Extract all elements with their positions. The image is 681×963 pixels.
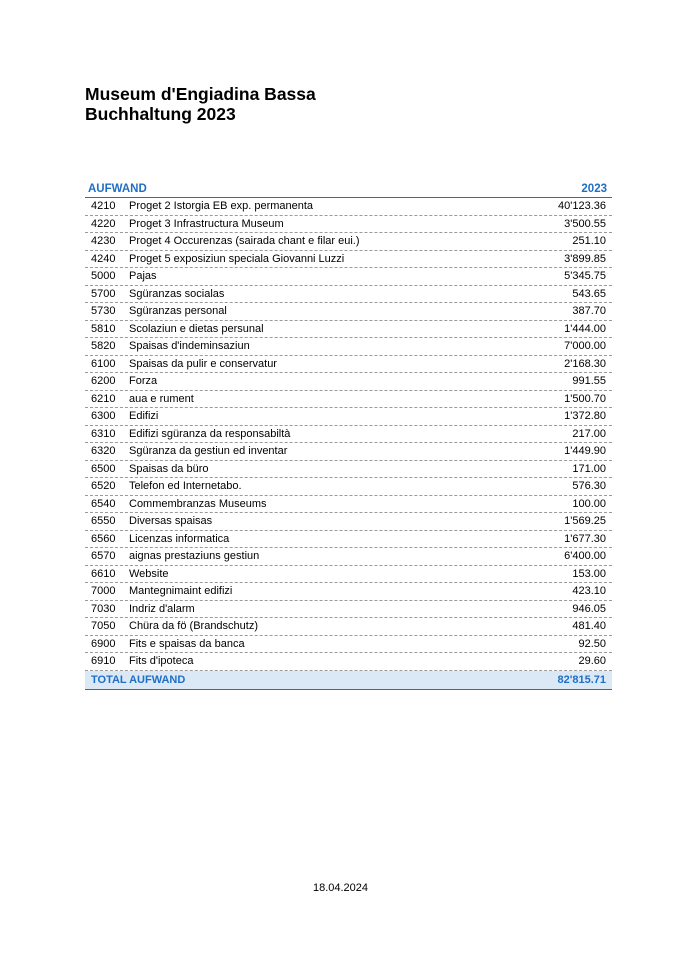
account-code: 4210 (91, 200, 116, 212)
year-label: 2023 (581, 183, 607, 195)
table-row (85, 391, 612, 409)
account-code: 7030 (91, 602, 116, 615)
account-description: Chüra da fö (Brandschutz) (129, 620, 259, 632)
account-code: 6310 (91, 427, 116, 440)
account-code: 4220 (91, 217, 116, 230)
account-description: Fits e spaisas da banca (129, 637, 245, 650)
account-description: Proget 2 Istorgia EB exp. permanenta (129, 200, 314, 212)
table-row (85, 583, 612, 601)
account-amount: 153.00 (572, 567, 606, 580)
table-row (85, 601, 612, 619)
account-amount: 6'400.00 (564, 550, 606, 562)
table-header (85, 182, 612, 198)
print-date: 18.04.2024 (312, 882, 369, 894)
table-row (85, 513, 612, 531)
account-description: Mantegnimaint edifizi (129, 585, 233, 597)
total-amount: 82'815.71 (557, 673, 606, 686)
table-row (85, 251, 612, 269)
table-row (85, 531, 612, 549)
table-row (85, 233, 612, 251)
account-amount: 40'123.36 (558, 200, 606, 212)
account-code: 6550 (91, 515, 116, 527)
account-code: 6300 (91, 410, 116, 422)
account-amount: 100.00 (572, 497, 606, 510)
table-row (85, 356, 612, 374)
account-amount: 1'500.70 (564, 392, 606, 405)
document-title: Museum d'Engiadina Bassa (85, 84, 316, 104)
account-code: 6900 (91, 637, 116, 650)
account-code: 6610 (91, 567, 116, 580)
account-code: 6570 (91, 550, 116, 562)
account-description: Proget 3 Infrastructura Museum (129, 217, 284, 230)
account-code: 4230 (91, 235, 116, 247)
account-description: Indriz d'alarm (129, 602, 195, 615)
account-description: aignas prestaziuns gestiun (129, 550, 260, 562)
account-amount: 576.30 (572, 480, 606, 492)
account-description: Sgüranza da gestiun ed inventar (129, 445, 288, 457)
account-amount: 217.00 (572, 427, 606, 440)
account-code: 6560 (91, 532, 116, 545)
table-row (85, 426, 612, 444)
account-description: Telefon ed Internetabo. (129, 480, 242, 492)
table-row (85, 373, 612, 391)
account-code: 7050 (91, 620, 116, 632)
table-row (85, 636, 612, 654)
account-description: Spaisas da pulir e conservatur (129, 357, 277, 370)
account-description: Forza (129, 375, 158, 387)
account-amount: 1'677.30 (564, 532, 606, 545)
table-row (85, 268, 612, 286)
account-description: Proget 5 exposiziun speciala Giovanni Luzzi (129, 252, 345, 265)
account-description: Scolaziun e dietas persunal (129, 322, 264, 335)
account-amount: 1'444.00 (564, 322, 606, 335)
account-amount: 171.00 (572, 462, 606, 475)
account-code: 6210 (91, 392, 116, 405)
account-amount: 423.10 (572, 585, 606, 597)
account-amount: 543.65 (572, 287, 606, 300)
table-row (85, 303, 612, 321)
table-row (85, 461, 612, 479)
account-amount: 7'000.00 (564, 340, 606, 352)
table-body (85, 198, 612, 671)
table-row (85, 408, 612, 426)
account-amount: 481.40 (572, 620, 606, 632)
account-description: Proget 4 Occurenzas (sairada chant e filar eui.) (129, 235, 360, 247)
account-amount: 387.70 (572, 305, 606, 317)
account-description: Website (129, 567, 169, 580)
section-label: AUFWAND (88, 183, 147, 195)
account-code: 6520 (91, 480, 116, 492)
account-amount: 29.60 (578, 655, 606, 667)
table-row (85, 321, 612, 339)
table-row (85, 566, 612, 584)
account-description: Edifizi (129, 410, 159, 422)
account-code: 6100 (91, 357, 116, 370)
account-description: Commembranzas Museums (129, 497, 267, 510)
account-amount: 1'372.80 (564, 410, 606, 422)
table-row (85, 548, 612, 566)
account-code: 5820 (91, 340, 116, 352)
account-code: 5730 (91, 305, 116, 317)
table-row (85, 338, 612, 356)
expense-table (85, 182, 612, 690)
account-description: Sgüranzas socialas (129, 287, 225, 300)
account-code: 7000 (91, 585, 116, 597)
account-amount: 3'899.85 (564, 252, 606, 265)
account-description: Edifizi sgüranza da responsabiltà (129, 427, 291, 440)
account-code: 6500 (91, 462, 116, 475)
account-amount: 2'168.30 (564, 357, 606, 370)
account-amount: 1'449.90 (564, 445, 606, 457)
table-row (85, 618, 612, 636)
account-amount: 251.10 (572, 235, 606, 247)
table-row (85, 216, 612, 234)
account-code: 6320 (91, 445, 116, 457)
account-description: Spaisas d'indeminsaziun (129, 340, 250, 352)
account-description: Diversas spaisas (129, 515, 213, 527)
account-code: 5700 (91, 287, 116, 300)
account-code: 5000 (91, 270, 116, 282)
account-code: 5810 (91, 322, 116, 335)
account-amount: 991.55 (572, 375, 606, 387)
table-row (85, 653, 612, 671)
account-description: Licenzas informatica (129, 532, 230, 545)
account-amount: 92.50 (578, 637, 606, 650)
account-amount: 5'345.75 (564, 270, 606, 282)
account-amount: 1'569.25 (564, 515, 606, 527)
document-subtitle: Buchhaltung 2023 (85, 104, 236, 124)
table-row (85, 198, 612, 216)
table-row (85, 443, 612, 461)
account-description: aua e rument (129, 392, 194, 405)
account-amount: 946.05 (572, 602, 606, 615)
account-code: 6200 (91, 375, 116, 387)
account-description: Sgüranzas personal (129, 305, 227, 317)
account-description: Spaisas da büro (129, 462, 209, 475)
account-code: 6910 (91, 655, 116, 667)
total-label: TOTAL AUFWAND (91, 673, 186, 686)
table-row (85, 286, 612, 304)
table-row (85, 478, 612, 496)
account-description: Fits d'ipoteca (129, 655, 194, 667)
account-amount: 3'500.55 (564, 217, 606, 230)
table-row (85, 496, 612, 514)
account-description: Pajas (129, 270, 157, 282)
account-code: 6540 (91, 497, 116, 510)
total-row (85, 671, 612, 690)
account-code: 4240 (91, 252, 116, 265)
